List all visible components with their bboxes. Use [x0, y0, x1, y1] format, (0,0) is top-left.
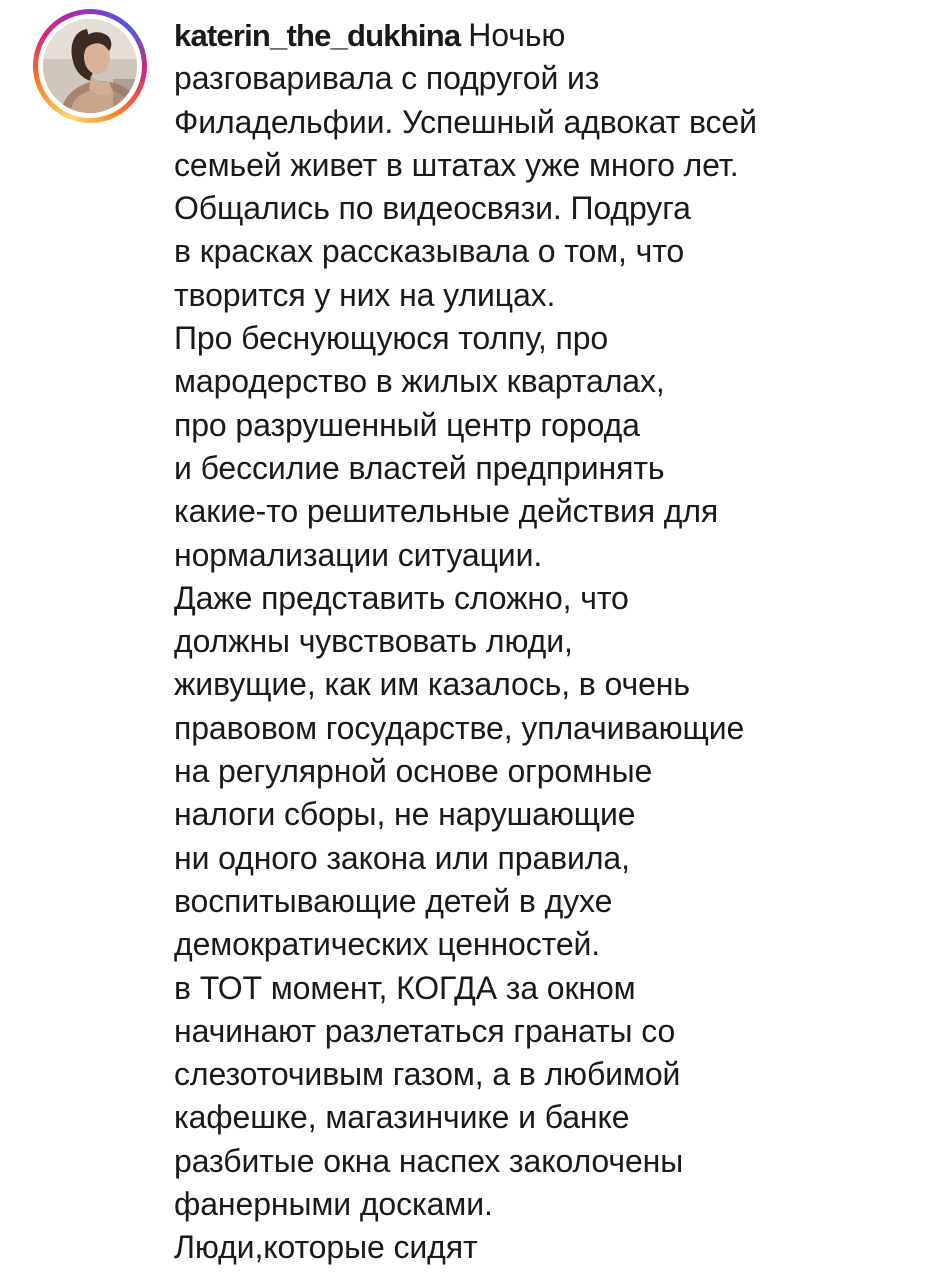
comment-text-line: кафешке, магазинчике и банке: [174, 1099, 630, 1136]
comment-text-line: творится у них на улицах.: [174, 276, 556, 313]
comment-text-line: воспитывающие детей в духе: [174, 882, 613, 919]
comment-text-line: демократических ценностей.: [174, 926, 601, 963]
avatar-story-ring[interactable]: [33, 9, 147, 123]
comment-text-line: должны чувствовать люди,: [174, 623, 573, 660]
comment-text-line: налоги сборы, не нарушающие: [174, 796, 636, 833]
comment-text-line: Общались по видеосвязи. Подруга: [174, 190, 691, 227]
comment-text-line: на регулярной основе огромные: [174, 753, 653, 790]
comment-text-line: нормализации ситуации.: [174, 536, 543, 573]
comment-text-line: Про беснующуюся толпу, про: [174, 320, 609, 357]
comment-text-line: слезоточивым газом, а в любимой: [174, 1056, 681, 1093]
comment-text-line: живущие, как им казалось, в очень: [174, 666, 690, 703]
comment-text: [174, 14, 934, 1270]
comment-text-line: Люди,которые сидят: [174, 1229, 478, 1266]
comment-text-line: и бессилие властей предпринять: [174, 449, 665, 486]
comment-text-line: разговаривала с подругой из: [174, 60, 600, 97]
comment-text-line: в красках рассказывала о том, что: [174, 233, 685, 270]
comment-text-line: в ТОТ момент, КОГДА за окном: [174, 969, 636, 1006]
comment-text-line: разбитые окна наспех заколочены: [174, 1142, 684, 1179]
comment-line-1: [174, 14, 934, 57]
comment-text-line: начинают разлетаться гранаты со: [174, 1012, 676, 1049]
avatar-gap: [38, 14, 142, 118]
comment-text-line: Филадельфии. Успешный адвокат всей: [174, 103, 757, 140]
comment-text-line: Даже представить сложно, что: [174, 579, 629, 616]
comment-text-line: семьей живет в штатах уже много лет.: [174, 146, 739, 183]
comment-text-line: правовом государстве, уплачивающие: [174, 709, 745, 746]
comment-text-line: мародерство в жилых кварталах,: [174, 363, 665, 400]
comment-text-line: Ночью: [468, 17, 566, 53]
comment-text-line: про разрушенный центр города: [174, 406, 640, 443]
comment-text-line: фанерными досками.: [174, 1186, 493, 1223]
comment-text-line: ни одного закона или правила,: [174, 839, 630, 876]
username-link[interactable]: katerin_the_dukhina: [174, 18, 461, 53]
user-avatar-photo-icon: [43, 19, 137, 113]
comment-text-line: какие-то решительные действия для: [174, 493, 719, 530]
avatar[interactable]: [43, 19, 137, 113]
